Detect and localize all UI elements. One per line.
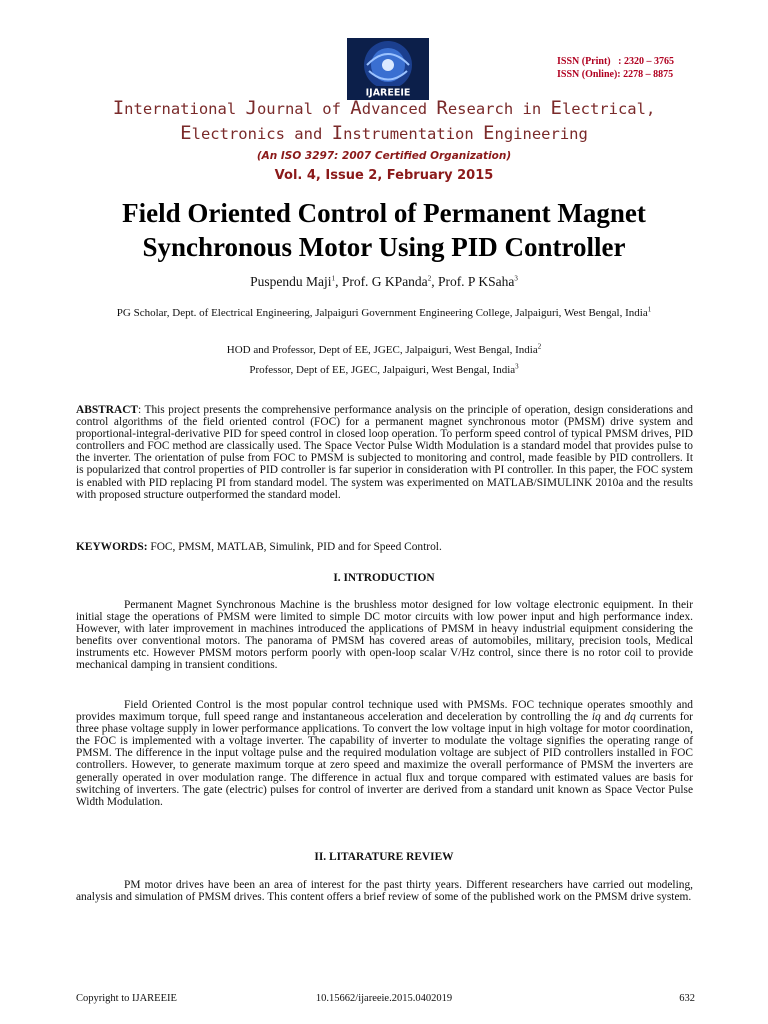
journal-word-rest: ngineering: [494, 125, 588, 143]
literature-paragraph-1: PM motor drives have been an area of interest for the past thirty years. Different researchers have carried out modeling, analysis and simulation of PMSM drives. This content offers a brief review of some of the published work on the PMSM drive system.: [76, 879, 693, 904]
footer-page-number: 632: [679, 993, 695, 1004]
journal-word-rest: lectrical,: [561, 100, 656, 118]
section-heading-introduction: I. INTRODUCTION: [333, 572, 435, 584]
volume-issue: Vol. 4, Issue 2, February 2015: [274, 168, 494, 183]
journal-logo: [347, 38, 429, 100]
journal-word-initial: I: [112, 97, 125, 119]
keywords-text: FOC, PMSM, MATLAB, Simulink, PID and for Speed Control.: [147, 541, 442, 553]
keywords: [76, 541, 693, 553]
journal-name-line1: [0, 96, 768, 121]
logo-text: IJAREEIE: [365, 87, 411, 99]
issn-online: ISSN (Online): 2278 – 8875: [557, 69, 674, 80]
issn-block: [557, 55, 757, 81]
affiliation-3: Professor, Dept of EE, JGEC, Jalpaiguri, West Bengal, India$^3$: [249, 362, 519, 376]
footer-doi: 10.15662/ijareeie.2015.0402019: [315, 993, 453, 1004]
author-list: Puspendu Maji$^1$, Prof. G KPanda$^2$, Prof. P KSaha$^3$: [250, 274, 518, 289]
journal-word-initial: A: [350, 97, 362, 119]
journal-word-rest: nternational: [124, 100, 246, 118]
keywords-label: KEYWORDS:: [76, 541, 148, 553]
journal-word-initial: J: [245, 97, 257, 119]
journal-name: [0, 96, 768, 146]
issn-print: ISSN (Print) : 2320 – 3765: [557, 56, 674, 67]
intro-paragraph-2: Field Oriented Control is the most popular control technique used with PMSMs. FOC technique operates smoothly and provides maximum torque, full speed range and instantaneous acceleration and deceleration by controlling the iq and dq currents for three phase voltage supply in lower performance applications. To convert the low voltage input in high voltage for motor coordination, the FOC is implemented with a voltage inverter. The capability of inverter to modulate the voltage signifies the operating range of PMSM. The difference in the input voltage pulse and the required modulation voltage are subject of PID controllers installed in FOC controllers. However, to generate maximum torque at zero speed and maximize the overall performance of PMSM the inverters are generally operated in over modulation range. The difference in actual flux and torque compared with estimated values are basis for switching of inverters. The gate (electric) pulses for control of inverter are derived from a standard unit known as Space Vector Pulse Width Modulation.: [76, 699, 693, 808]
journal-word-rest: ournal of: [256, 100, 351, 118]
certification-note: (An ISO 3297: 2007 Certified Organization): [256, 150, 512, 162]
journal-word-initial: R: [436, 97, 448, 119]
author-2: Prof. G KPanda$^2$: [341, 274, 432, 289]
journal-word-initial: E: [483, 122, 495, 144]
intro-paragraph-1: Permanent Magnet Synchronous Machine is the brushless motor designed for low voltage electronic equipment. In their initial stage the operations of PMSM were limited to simple DC motor circuits with low power input and high performance index. However, with later improvement in machines introduced the applications of PMSM in heavy industrial equipment considering the benefits over conventional motors. The panorama of PMSM has covered areas of automobiles, military, precision tools, Medical instruments etc. However PMSM motors perform poorly with open-loop scalar V/Hz control, since there is no rotor coil to provide mechanical damping in transient conditions.: [76, 599, 693, 672]
journal-word-rest: esearch in: [447, 100, 551, 118]
abstract: [76, 404, 693, 501]
paper-title-line1: Field Oriented Control of Permanent Magnet: [122, 198, 646, 228]
journal-word-rest: dvanced: [361, 100, 437, 118]
author-1: Puspendu Maji$^1$: [250, 274, 336, 289]
paper-title: [40, 196, 728, 264]
abstract-text: : This project presents the comprehensive performance analysis on the principle of operation, design considerations and control algorithms of the field oriented control (FOC) for a permanent magnet synchronous motor (PMSM) drive system and proportional-integral-derivative PID for speed control in closed loop operation. To perform speed control of typical PMSM drives, PID controllers and FOC method are classically used. The Space Vector Pulse Width Modulation is a standard model that provides pulse to the inverter. The orientation of pulse from FOC to PMSM is subjected to monitoring and control, made feasible by PID controllers. It is popularized that control properties of PID controller is far superior in consideration with PI controller. In this paper, the FOC system is enabled with PID replacing PI from standard model. The system was experimented on MATLAB/SIMULINK 2010a and the results with proposed structure outperformed the standard model.: [76, 404, 693, 501]
affiliation-2: HOD and Professor, Dept of EE, JGEC, Jalpaiguri, West Bengal, India$^2$: [226, 342, 542, 356]
journal-word-rest: nstrumentation: [343, 125, 484, 143]
paper-title-line2: Synchronous Motor Using PID Controller: [142, 232, 626, 262]
journal-name-line2: [0, 121, 768, 146]
affiliation-1: PG Scholar, Dept. of Electrical Engineering, Jalpaiguri Government Engineering College, Jalpaiguri, West Bengal, India$^1$: [116, 305, 652, 319]
footer-copyright: Copyright to IJAREEIE: [76, 993, 177, 1004]
journal-word-rest: lectronics and: [191, 125, 332, 143]
abstract-label: ABSTRACT: [76, 404, 139, 416]
journal-word-initial: E: [180, 122, 192, 144]
section-heading-literature-review: II. LITARATURE REVIEW: [314, 851, 454, 863]
journal-word-initial: E: [550, 97, 562, 119]
journal-word-initial: I: [331, 122, 344, 144]
author-3: Prof. P KSaha$^3$: [437, 274, 518, 289]
